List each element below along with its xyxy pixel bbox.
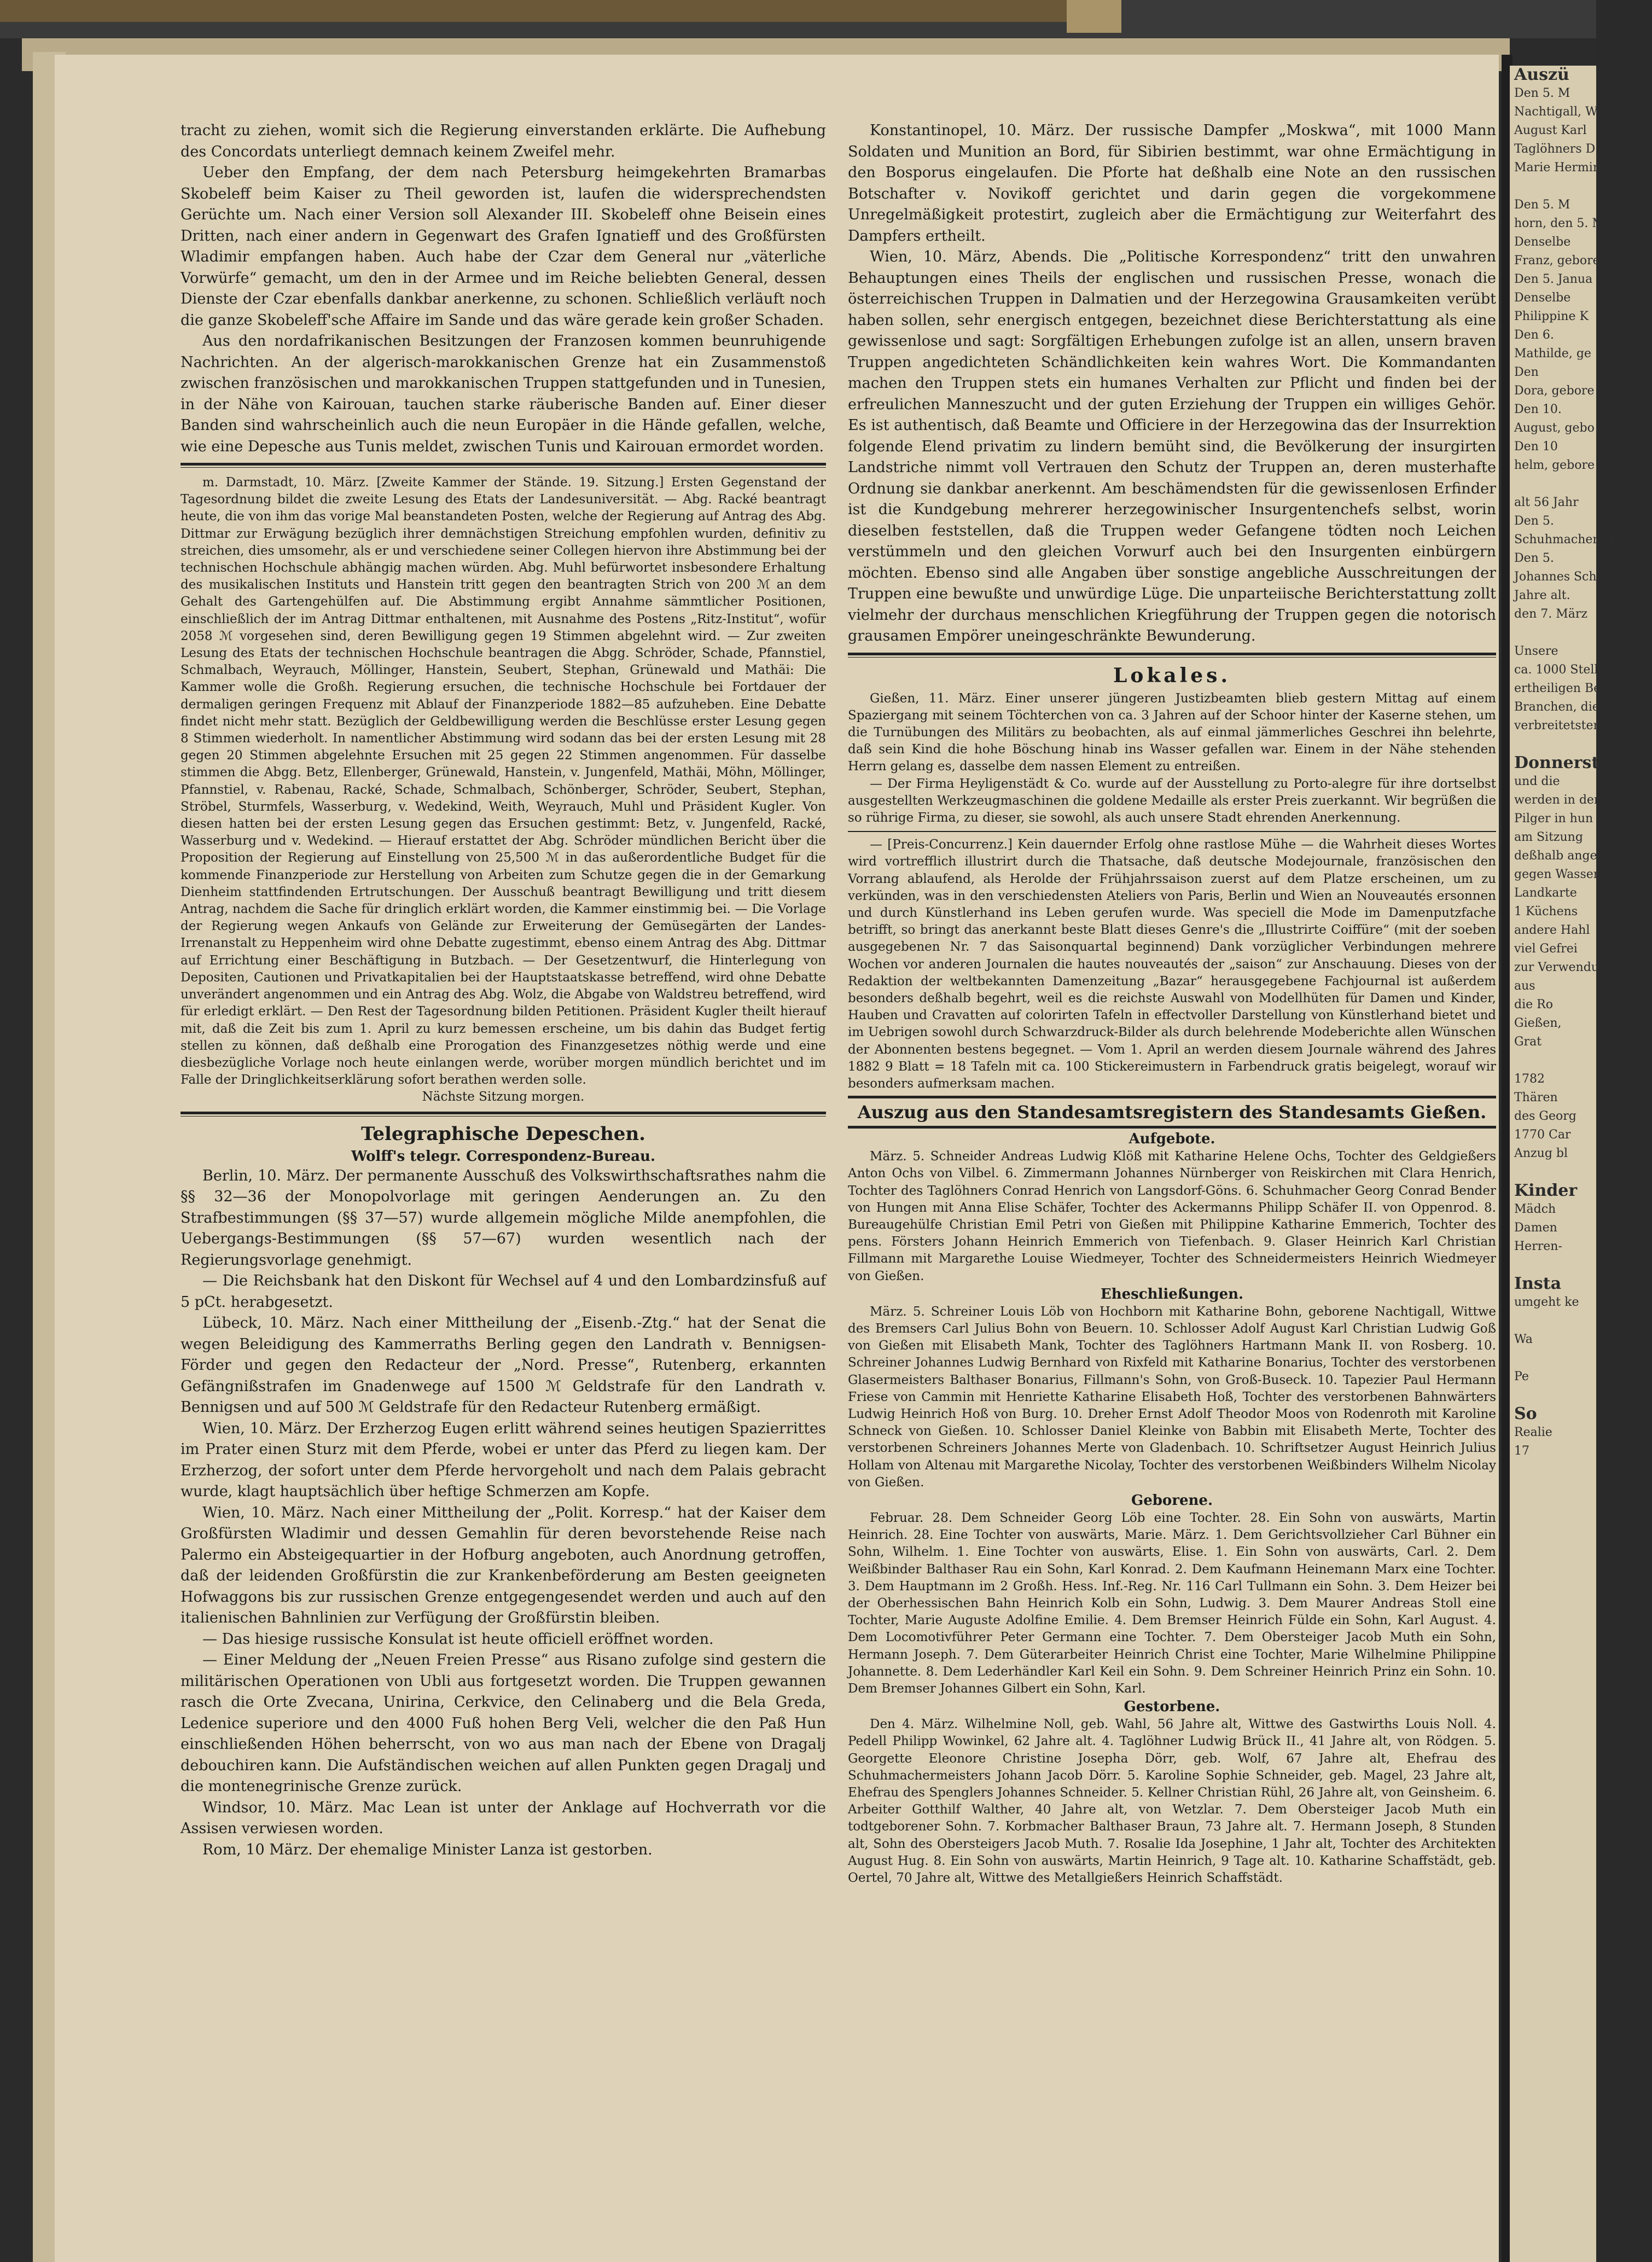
strip-line: Insta <box>1514 1274 1562 1293</box>
strip-line: aus <box>1514 979 1535 993</box>
strip-line: Den 5. <box>1514 551 1554 565</box>
preis-concurrenz-news: — [Preis-Concurrenz.] Kein dauernder Erfolg ohne rastlose Mühe — die Wahrheit dieses Wortes wird vortrefflich illustrirt durch die Thatsache, daß deutsche Modejournale, französischen den Vorrang ablaufend, als Herolde der Frühjahrssaison zuerst auf dem Platze erscheinen, um zu verkünden, was in den verschiedensten Ateliers von Paris, Berlin und Wien an Nouveautés ersonnen und durch Künstlerhand ins Leben gerufen wurde. Was speciell die Mode im Damenputzfache betrifft, so bringt das anerkannt beste Blatt dieses Genre's die „Illustrirte Coiffüre“ (mit der soeben ausgegebenen Nr. 7 das Saisonquartal beginnend) Dank vorzüglicher Verbindungen mehrere Wochen vor anderen Journalen die hautes nouveautés der „saison“ zur Anschauung. Dieses von der Redaktion der weltbekannten Damenzeitung „Bazar“ herausgegebene Fachjournal ist außerdem besonders deßhalb begehrt, weil es die reichste Auswahl von Modellhüten für Damen und Kinder, Hauben und Cravatten auf colorirten Tafeln in effectvoller Darstellung von Künstlerhand bietet und im Uebrigen sowohl durch Schwarzdruck-Bilder als durch belehrende Modeberichte allen Wünschen der Abonnenten bestens begegnet. — Vom 1. April an werden diesem Journale während des Jahres 1882 9 Blatt = 18 Tafeln mit ca. 100 Stickereimustern in Farbendruck gratis beigelegt, worauf wir besonders aufmerksam machen. <box>848 838 1496 1091</box>
strip-line: ertheiligen Be <box>1514 682 1601 695</box>
telegraph-heading: Telegraphische Depeschen. <box>360 1123 645 1145</box>
concordat-paragraph: tracht zu ziehen, womit sich die Regierung einverstanden erklärte. Die Aufhebung des Concordats unterliegt demnach keinem Zweifel mehr. <box>181 122 826 160</box>
strip-line: Kinder <box>1514 1181 1578 1200</box>
strip-line <box>1510 1349 1596 1368</box>
strip-line: 1 Küchens <box>1514 905 1578 918</box>
strip-line: und die <box>1514 775 1560 788</box>
strip-line: Anzug bl <box>1514 1147 1568 1160</box>
strip-line: helm, gebore <box>1514 458 1595 472</box>
strip-line: Mädch <box>1514 1202 1556 1216</box>
strip-line: Den 6. <box>1514 328 1554 342</box>
geborene-list: Februar. 28. Dem Schneider Georg Löb eine Tochter. 28. Ein Sohn von auswärts, Martin Heinrich. 28. Eine Tochter von auswärts, Marie. März. 1. Dem Gerichtsvollzieher Carl Bühner ein Sohn, Wilhelm. 1. Eine Tochter von auswärts, Elise. 1. Ein Sohn von auswärts, Carl. 2. Dem Weißbinder Balthaser Rau ein Sohn, Karl Konrad. 2. Dem Kaufmann Heinemann Marx eine Tochter. 3. Dem Hauptmann im 2 Großh. Hess. Inf.-Reg. Nr. 116 Carl Tullmann ein Sohn. 3. Dem Heizer bei der Oberhessischen Bahn Heinrich Kolb ein Sohn, Ludwig. 3. Dem Maurer Andreas Stoll eine Tochter, Marie Auguste Adolfine Emilie. 4. Dem Bremser Heinrich Fülde ein Sohn, Karl August. 4. Dem Locomotivführer Peter Germann eine Tochter. 7. Dem Obersteiger Jacob Muth ein Sohn, Hermann Joseph. 7. Dem Güterarbeiter Heinrich Christ eine Tochter, Marie Wilhelmine Philippine Johannette. 8. Dem Lederhändler Karl Keil ein Sohn. 9. Dem Schreiner Heinrich Prinz ein Sohn. 10. Dem Bremser Johannes Gilbert ein Sohn, Karl. <box>848 1511 1496 1696</box>
strip-line <box>1510 177 1596 196</box>
section-divider <box>181 463 826 468</box>
strip-line: August, gebo <box>1514 421 1595 435</box>
wien-dispatch-3: — Das hiesige russische Konsulat ist heute officiell eröffnet worden. <box>202 1630 714 1648</box>
wien-dispatch-4: — Einer Meldung der „Neuen Freien Presse“ aus Risano zufolge sind gestern die militärischen Operationen von Ubli aus fortgesetzt worden. Die Truppen gewannen rasch die Orte Zvecana, Unirina, Cerkvice, den Celinaberg und die Bela Greda, Ledenice superiore und den 4000 Fuß hohen Berg Veli, welcher die den Paß Hun einschließenden Höhen beherrscht, von wo aus man nach der Ebene von Dragalj debouchiren kann. Die Aufständischen weichen auf allen Punkten gegen Dragalj und die montenegrinische Grenze zurück. <box>181 1652 826 1795</box>
strip-line: viel Gefrei <box>1514 942 1578 956</box>
strip-line <box>1510 475 1596 493</box>
strip-line <box>1510 624 1596 642</box>
strip-line: den 7. März <box>1514 607 1587 621</box>
darmstadt-closing: Nächste Sitzung morgen. <box>422 1090 585 1104</box>
wolff-bureau-heading: Wolff's telegr. Correspondenz-Bureau. <box>351 1148 655 1165</box>
darmstadt-report: m. Darmstadt, 10. März. [Zweite Kammer der Stände. 19. Sitzung.] Ersten Gegenstand der Tagesordnung bildet die zweite Lesung des Etats der Landesuniversität. — Abg. Racké beantragt heute, die von ihm das vorige Mal beanstandeten Posten, welche der Regierung auf Antrag des Abg. Dittmar zur Erwägung bezüglich ihrer demnächstigen Streichung empfohlen wurden, definitiv zu streichen, dies umsomehr, als er und verschiedene seiner Collegen hiervon ihre Abstimmung bei der technischen Hochschule abhängig machen würden. Abg. Muhl befürwortet insbesondere Erhaltung des musikalischen Instituts und Hanstein tritt gegen den beantragten Strich von 200 ℳ an dem Gehalt des Gartengehülfen auf. Die Abstimmung ergibt Annahme sämmtlicher Positionen, einschließlich der im Antrag Dittmar enthaltenen, mit Ausnahme des Postens „Ritz-Institut“, wofür 2058 ℳ vorgesehen sind, deren Bewilligung gegen 19 Stimmen abgelehnt wird. — Zur zweiten Lesung des Etats der technischen Hochschule beantragen die Abgg. Schröder, Schade, Pfannstiel, Schmalbach, Weyrauch, Möllinger, Hanstein, Seubert, Stephan, Grünewald und Mathäi: Die Kammer wolle die Großh. Regierung ersuchen, die technische Hochschule bei Fortdauer der dermaligen geringen Frequenz mit Ablauf der Finanzperiode 1882—85 aufzuheben. Eine Debatte findet nicht mehr statt. Bezüglich der Geldbewilligung werden die Beschlüsse erster Lesung gegen 8 Stimmen wiederholt. In namentlicher Abstimmung wird sodann das bei der ersten Lesung mit 28 gegen 20 Stimmen abgelehnte Ersuchen mit 25 gegen 22 Stimmen angenommen. Für dasselbe stimmen die Abgg. Betz, Ellenberger, Grünewald, Hanstein, v. Jungenfeld, Mathäi, Möhn, Möllinger, Pfannstiel, v. Rabenau, Racké, Schade, Schmalbach, Schönberger, Schröder, Seubert, Stephan, Ströbel, Sturmfels, Wasserburg, v. Wedekind, Weith, Weyrauch, Muhl und Präsident Kugler. Von diesen hatten bei der ersten Lesung gegen das Ersuchen gestimmt: Betz, v. Jungenfeld, Racké, Wasserburg und v. Wedekind. — Hierauf erstattet der Abg. Schröder mündlichen Bericht über die Proposition der Regierung auf Einstellung von 25,500 ℳ in das außerordentliche Budget für die kommende Finanzperiode zur Herstellung von Arbeiten zum Schutze gegen die in der Gemarkung Dienheim stattfindenden Ertrutschungen. Der Ausschuß beantragt Bewilligung und tritt diesem Antrag, nachdem die Sache für dringlich erklärt worden, die Kammer einstimmig bei. — Die Vorlage der Regierung wegen Ankaufs von Gelände zur Erweiterung der Gemüsegärten der Landes-Irrenanstalt zu Heppenheim wird ohne Debatte zugestimmt, ebenso einem Antrag des Abg. Dittmar auf Errichtung einer Beschäftigung in Butzbach. — Der Gesetzentwurf, die Hinterlegung von Depositen, Cautionen und Privatkapitalien bei der Hauptstaatskasse betreffend, wird ohne Debatte unverändert angenommen und ein Antrag des Abg. Wolz, die Abgabe von Waldstreu betreffend, wird für erledigt erklärt. — Den Rest der Tagesordnung bilden Petitionen. Präsident Kugler theilt hierauf mit, daß die Zeit bis zum 1. April zu kurz bemessen erscheine, um bis dahin das Budget fertig stellen zu können, daß deßhalb eine Prorogation des Finanzgesetzes nöthig werde und eine diesbezügliche Vorlage noch heute einlangen werde, worüber morgen mündlich berichtet und im Falle der Dringlichkeitserklärung sofort berathen werden solle. <box>181 475 826 1088</box>
nordafrika-paragraph: Aus den nordafrikanischen Besitzungen der Franzosen kommen beunruhigende Nachrichten. An der algerisch-marokkanischen Grenze hat ein Zusammenstoß zwischen französischen und marokkanischen Truppen stattgefunden und in Tunesien, in der Nähe von Kairouan, tauchen starke räuberische Banden auf. Einer dieser Banden sind wahrscheinlich auch die neun Europäer in die Hände gefallen, welche, wie eine Depesche aus Tunis meldet, zwischen Tunis und Kairouan ermordet worden. <box>181 333 826 455</box>
strip-line: Philippine K <box>1514 310 1589 323</box>
right-column <box>848 120 1496 1887</box>
strip-line: So <box>1514 1404 1537 1423</box>
strip-line: deßhalb ange <box>1514 849 1597 863</box>
strip-line: Pilger in hun <box>1514 812 1593 825</box>
strip-line: Branchen, die <box>1514 700 1599 714</box>
strip-line: verbreitetsten Zeitung <box>1514 719 1652 732</box>
strip-line: Pe <box>1514 1370 1529 1383</box>
adjacent-page-strip <box>1510 65 1652 2262</box>
strip-line: Den <box>1514 365 1539 379</box>
strip-line <box>1510 1256 1596 1275</box>
strip-line <box>1510 1051 1596 1070</box>
firma-news: — Der Firma Heyligenstädt & Co. wurde auf der Ausstellung zu Porto-alegre für ihre dortselbst ausgestellten Werkzeugmaschinen die goldene Medaille als erster Preis zuerkannt. Wir begrüßen die so rührige Firma, zu dieser, sie sowohl, als auch unsere Stadt ehrenden Anerkennung. <box>848 776 1496 825</box>
strip-line: Den 10. <box>1514 403 1562 416</box>
konstantinopel-dispatch: Konstantinopel, 10. März. Der russische Dampfer „Moskwa“, mit 1000 Mann Soldaten und Munition an Bord, für Sibirien bestimmt, war ohne Ermächtigung in den Bosporus eingelaufen. Die Pforte hat deßhalb eine Note an den russischen Botschafter v. Novikoff gerichtet und darin gegen die vorgekommene Unregelmäßigkeit protestirt, zugleich aber die Ermächtigung zur Weiterfahrt des Dampfers ertheilt. <box>848 122 1496 245</box>
strip-line: Den 10 <box>1514 440 1558 453</box>
geborene-heading: Geborene. <box>1131 1492 1213 1509</box>
strip-line: zur Verwendung <box>1514 961 1615 974</box>
strip-line: gegen Wassers <box>1514 868 1606 881</box>
strip-line: ca. 1000 Stellen <box>1514 663 1613 677</box>
strip-line: Den 5. <box>1514 514 1554 528</box>
left-column <box>181 120 826 1860</box>
strip-line: Nachtigall, W <box>1514 105 1598 119</box>
eheschliessungen-list: März. 5. Schreiner Louis Löb von Hochborn mit Katharine Bohn, geborene Nachtigall, Wittwe des Bremsers Carl Julius Bohn von Beuern. 10. Schlosser Adolf August Karl Christian Ludwig Goß von Gießen mit Elisabeth Mank, Tochter des Taglöhners Hartmann Mank II. von Rosberg. 10. Schreiner Johannes Ludwig Bernhard von Rixfeld mit Katharine Bonarius, Tochter des verstorbenen Glasermeisters Balthaser Bonarius, Fillmann's Sohn, von Groß-Buseck. 10. Tapezier Paul Hermann Friese von Cammin mit Henriette Katharine Elisabeth Hoß, Tochter des verstorbenen Bahnwärters Ludwig Heinrich Hoß von Burg. 10. Dreher Ernst Adolf Theodor Moos von Rodenroth mit Karoline Schneck von Gießen. 10. Schlosser Daniel Kleinke von Babbin mit Elisabeth Merte, Tochter des verstorbenen Schreiners Johannes Merte von Gladenbach. 10. Schriftsetzer August Heinrich Julius Hollam von Altenau mit Margarethe Nicolay, Tochter des verstorbenen Weißbinders Wilhelm Nicolay von Gießen. <box>848 1304 1496 1490</box>
gestorbene-list: Den 4. März. Wilhelmine Noll, geb. Wahl, 56 Jahre alt, Wittwe des Gastwirths Louis Noll. 4. Pedell Philipp Wowinkel, 62 Jahre alt. 4. Taglöhner Ludwig Brück II., 41 Jahre alt, von Rödgen. 5. Georgette Eleonore Christine Josepha Dörr, geb. Wolf, 67 Jahre alt, Ehefrau des Schuhmachermeisters Johann Jacob Dörr. 5. Karoline Sophie Schneider, geb. Magel, 23 Jahre alt, Ehefrau des Spenglers Johannes Schneider. 5. Kellner Christian Rühl, 26 Jahre alt, von Geinsheim. 6. Arbeiter Gotthilf Walther, 40 Jahre alt, von Wetzlar. 7. Dem Obersteiger Jacob Muth ein todtgeborener Sohn. 7. Korbmacher Balthaser Braun, 73 Jahre alt. 7. Hermann Joseph, 8 Stunden alt, Sohn des Obersteigers Jacob Muth. 7. Rosalie Ida Josephine, 1 Jahr alt, Tochter des Architekten August Hug. 8. Ein Sohn von auswärts, Martin Heinrich, 9 Tage alt. 10. Katharine Schaffstädt, geb. Oertel, 70 Jahre alt, Wittwe des Metallgießers Heinrich Schaffstädt. <box>848 1717 1496 1886</box>
berlin-dispatch: Berlin, 10. März. Der permanente Ausschuß des Volkswirthschaftsrathes nahm die §§ 32—36 der Monopolvorlage mit geringen Aenderungen an. Zu den Strafbestimmungen (§§ 37—57) wurde allgemein mögliche Milde anempfohlen, die Uebergangs-Bestimmungen (§§ 57—67) wurden wesentlich nach der Regierungsvorlage genehmigt. <box>181 1167 826 1269</box>
lokales-heading: Lokales. <box>1113 664 1231 687</box>
strip-line: Gießen, <box>1514 1016 1562 1030</box>
reichsbank-dispatch: — Die Reichsbank hat den Diskont für Wechsel auf 4 und den Lombardzinsfuß auf 5 pCt. herabgesetzt. <box>181 1272 826 1311</box>
strip-line: Den 5. M <box>1514 86 1570 100</box>
strip-line: horn, den 5. M <box>1514 217 1604 230</box>
strip-line: Den 5. Janua <box>1514 272 1593 286</box>
strip-line: die Ro <box>1514 998 1553 1011</box>
strip-line: Schuhmacher M <box>1514 533 1615 546</box>
strip-line: Johannes Sch <box>1514 570 1597 584</box>
gestorbene-heading: Gestorbene. <box>1124 1699 1220 1716</box>
wien-dispatch-2: Wien, 10. März. Nach einer Mittheilung der „Polit. Korresp.“ hat der Kaiser dem Großfürsten Wladimir und dessen Gemahlin für deren bevorstehende Reise nach Palermo ein Absteigequartier in der Hofburg angeboten, auch Anordnung getroffen, daß der leidenden Großfürstin die zur Krankenbeförderung am Besten geeigneten Hofwaggons bis zur russischen Grenze entgegengesendet werden und auch auf den italienischen Bahnlinien zur Verfügung der Großfürstin bleiben. <box>181 1504 826 1627</box>
standesamt-heading: Auszug aus den Standesamtsregistern des Standesamts Gießen. <box>848 1096 1496 1129</box>
strip-line <box>1510 1163 1596 1182</box>
skobeleff-paragraph: Ueber den Empfang, der dem nach Petersburg heimgekehrten Bramarbas Skobeleff beim Kaiser zu Theil geworden ist, laufen die widersprechendsten Gerüchte um. Nach einer Version soll Alexander III. Skobeleff ohne Beisein eines Dritten, nach einer andern in Gegenwart des Grafen Ignatieff und des Großfürsten Wladimir empfangen haben. Auch habe der Czar dem General nur „väterliche Vorwürfe“ gemacht, um den in der Armee und im Reiche beliebten General, dessen Dienste der Czar ebenfalls dankbar anerkenne, zu schonen. Schließlich verläuft noch die ganze Skobeleff'sche Affaire im Sande und das wäre gerade kein großer Schaden. <box>181 164 826 329</box>
strip-line: Thären <box>1514 1091 1558 1104</box>
strip-line: Grat <box>1514 1035 1542 1049</box>
strip-line: Denselbe <box>1514 235 1571 249</box>
strip-line: 17 <box>1514 1444 1529 1458</box>
section-divider <box>181 1112 826 1117</box>
strip-line <box>1510 735 1596 754</box>
strip-line: Denselbe <box>1514 291 1571 305</box>
strip-line: Herren- <box>1514 1240 1562 1253</box>
strip-line: Auszü <box>1514 65 1569 84</box>
strip-line: Dora, gebore <box>1514 384 1595 398</box>
strip-line: Damen <box>1514 1221 1557 1235</box>
thin-divider <box>848 831 1496 832</box>
section-divider <box>848 653 1496 658</box>
aufgebote-heading: Aufgebote. <box>1129 1131 1215 1148</box>
strip-line: des Georg <box>1514 1109 1577 1123</box>
rom-dispatch: Rom, 10 März. Der ehemalige Minister Lanza ist gestorben. <box>202 1841 653 1858</box>
wien-dispatch-1: Wien, 10. März. Der Erzherzog Eugen erlitt während seines heutigen Spazierrittes im Prater einen Sturz mit dem Pferde, wobei er unter das Pferd zu liegen kam. Der Erzherzog, der sofort unter dem Pferde hervorgeholt und nach dem Palais gebracht wurde, klagt hauptsächlich über heftige Schmerzen am Kopfe. <box>181 1420 826 1501</box>
strip-line: alt 56 Jahr <box>1514 496 1579 509</box>
strip-line: Donnerst <box>1514 753 1599 772</box>
strip-line: Mathilde, ge <box>1514 347 1591 360</box>
strip-line <box>1510 1386 1596 1405</box>
strip-line: Realie <box>1514 1426 1552 1439</box>
aufgebote-list: März. 5. Schneider Andreas Ludwig Klöß mit Katharine Helene Ochs, Tochter des Geldgießers Anton Ochs von Vilbel. 6. Zimmermann Johannes Nürnberger von Reiskirchen mit Clara Henrich, Tochter des Taglöhners Conrad Henrich von Langsdorf-Göns. 6. Schuhmacher Georg Conrad Bender von Hungen mit Anna Elise Schäfer, Tochter des Ackermanns Philipp Schäfer II. von Oppenrod. 8. Bureaugehülfe Christian Emil Petri von Gießen mit Philippine Katharine Emmerich, Tochter des pens. Försters Johann Heinrich Emmerich von Tiefenbach. 9. Glaser Heinrich Karl Christian Fillmann mit Margarethe Louise Wiedmeyer, Tochter des Schneidermeisters Heinrich Wiedmeyer von Gießen. <box>848 1149 1496 1283</box>
windsor-dispatch: Windsor, 10. März. Mac Lean ist unter der Anklage auf Hochverrath vor die Assisen verwiesen worden. <box>181 1799 826 1837</box>
strip-line: Jahre alt. <box>1514 589 1570 602</box>
strip-line: 1770 Car <box>1514 1128 1571 1142</box>
strip-line: umgeht ke <box>1514 1295 1579 1309</box>
strip-line: Franz, geborem <box>1514 254 1612 268</box>
strip-line: andere Hahl <box>1514 923 1590 937</box>
strip-line: Unsere <box>1514 644 1558 658</box>
strip-line: Den 5. M <box>1514 198 1570 212</box>
strip-line: 1782 <box>1514 1072 1545 1086</box>
strip-line: Wa <box>1514 1333 1533 1346</box>
giessen-local-news: Gießen, 11. März. Einer unserer jüngeren Justizbeamten blieb gestern Mittag auf einem Spaziergang mit seinem Töchterchen von ca. 3 Jahren auf der Schoor hinter der Kaserne stehen, um die Turnübungen des Militärs zu beobachten, als auf einmal jämmerliches Geschrei ihn belehrte, daß sein Kind die hohe Böschung hinab ins Wasser gefallen war. Einem in der Nähe stehenden Herrn gelang es, dasselbe dem nassen Element zu entreißen. <box>848 691 1496 774</box>
strip-line: am Sitzung <box>1514 830 1583 844</box>
strip-line: Taglöhners D <box>1514 142 1596 156</box>
wien-abends-dispatch: Wien, 10. März, Abends. Die „Politische Korrespondenz“ tritt den unwahren Behauptungen eines Theils der englischen und russischen Presse, wonach die österreichischen Truppen in Dalmatien und der Herzegowina Grausamkeiten verübt haben sollen, sehr energisch entgegen, bezeichnet diese Berichterstattung als eine gewissenlose und sagt: Sorgfältigen Erhebungen zufolge ist an allen, unsern braven Truppen angedichteten Schändlichkeiten kein wahres Wort. Die Kommandanten machen den Truppen stets ein humanes Verhalten zur Pflicht und finden bei der erfreulichen Manneszucht und der guten Erziehung der Truppen ein williges Gehör. Es ist authentisch, daß Beamte und Officiere in der Herzegowina das der Insurrektion folgende Elend privatim zu lindern bemüht sind, die Bevölkerung der insurgirten Landstriche nimmt voll Vertrauen den Schutz der Truppen an, deren musterhafte Ordnung sie dankbar anerkennt. Am beschämendsten für die gewissenlosen Erfinder ist die Kundgebung mehrerer herzegowinischer Insurgentenchefs selbst, worin dieselben feststellen, daß die Truppen weder Gefangene tödten noch Leichen verstümmeln und den gleichen Vorwurf auch bei den Insurgenten einbürgern möchten. Ebenso sind alle Angaben über sonstige angebliche Ausschreitungen der Truppen eine bewußte und unwürdige Lüge. Die unparteiische Berichterstattung zollt vielmehr der durchaus menschlichen Kriegführung der Truppen gegen die notorisch grausamen Empörer uneingeschränkte Bewunderung. <box>848 248 1496 644</box>
eheschliessungen-heading: Eheschließungen. <box>1100 1286 1244 1302</box>
luebeck-dispatch: Lübeck, 10. März. Nach einer Mittheilung der „Eisenb.-Ztg.“ hat der Senat die wegen Beleidigung des Kammerraths Berling gegen den Landrath v. Bennigsen-Förder und gegen den Redacteur der „Nord. Presse“, Rutenberg, erkannten Gefängnißstrafen im Gnadenwege auf 1500 ℳ Geldstrafe für den Landrath v. Bennigsen und auf 500 ℳ Geldstrafe für den Redacteur Rutenberg ermäßigt. <box>181 1315 826 1416</box>
strip-line: Marie Hermine <box>1514 161 1608 175</box>
strip-line: werden in der <box>1514 793 1600 807</box>
strip-line: August Karl <box>1514 124 1587 137</box>
strip-line: Landkarte <box>1514 886 1577 900</box>
strip-line <box>1510 1312 1596 1330</box>
